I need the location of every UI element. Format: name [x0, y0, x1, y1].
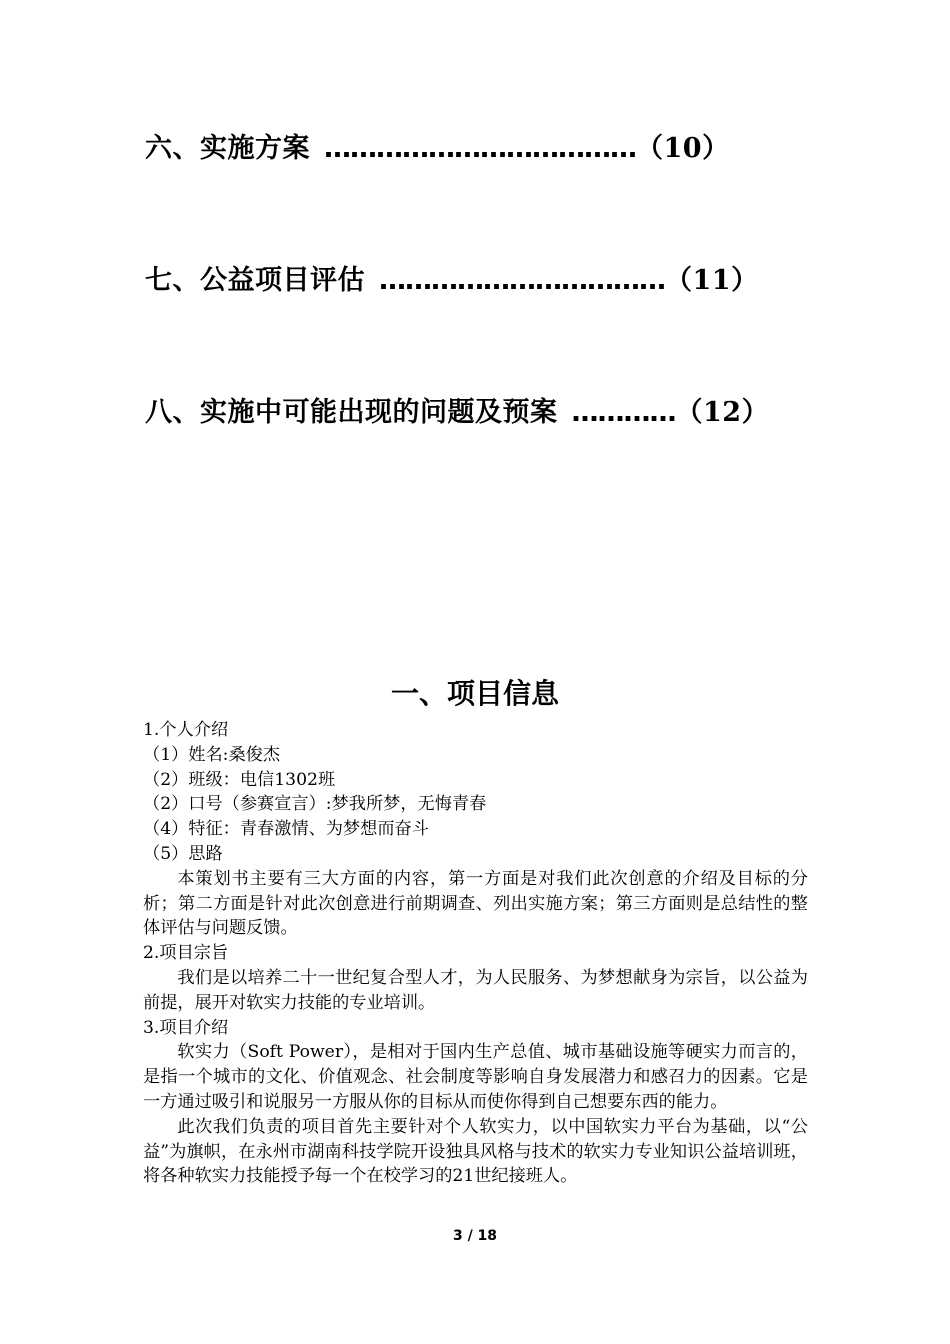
- toc-entry-page: （12）: [675, 397, 770, 428]
- toc-entry-title: 八、实施中可能出现的问题及预案: [145, 397, 558, 428]
- toc-entry-dots: ……………………………: [379, 265, 665, 296]
- subheading-personal-intro: 1.个人介绍: [143, 720, 229, 740]
- paragraph-project-purpose: 我们是以培养二十一世纪复合型人才，为人民服务、为梦想献身为宗旨，以公益为前提，展开对软实力技能的专业培训。: [143, 967, 808, 1013]
- toc-entry-title: 七、公益项目评估: [145, 265, 365, 296]
- toc-entry-6: [145, 131, 730, 167]
- paragraph-plan-overview: 本策划书主要有三大方面的内容，第一方面是对我们此次创意的介绍及目标的分析；第二方面是针对此次创意进行前期调查、列出实施方案；第三方面则是总结性的整体评估与问题反馈。: [143, 868, 808, 939]
- section-body: [143, 718, 808, 1189]
- subheading-project-purpose: 2.项目宗旨: [143, 943, 229, 964]
- page-number: 3 / 18: [452, 1228, 498, 1244]
- toc-entry-dots: ………………………………: [324, 133, 636, 164]
- toc-entry-7: [145, 263, 759, 299]
- info-traits: （4）特征：青春激情、为梦想而奋斗: [143, 819, 429, 840]
- info-name: （1）姓名:桑俊杰: [143, 744, 281, 765]
- toc-entry-dots: …………: [571, 397, 676, 428]
- info-slogan: （2）口号（参赛宣言）:梦我所梦，无悔青春: [143, 794, 487, 815]
- toc-entry-title: 六、实施方案: [145, 133, 310, 164]
- toc-entry-8: [145, 395, 769, 431]
- toc-entry-page: （10）: [636, 133, 730, 164]
- toc-entry-page: （11）: [665, 265, 759, 296]
- info-class: （2）班级：电信1302班: [143, 769, 336, 790]
- paragraph-soft-power: 软实力（Soft Power），是相对于国内生产总值、城市基础设施等硬实力而言的，是指一个城市的文化、价值观念、社会制度等影响自身发展潜力和感召力的因素。它是一方通过吸引和说服另一方服从你的目标从而使你得到自己想要东西的能力。: [143, 1042, 808, 1112]
- subheading-project-intro: 3.项目介绍: [143, 1017, 229, 1038]
- info-thinking: （5）思路: [143, 843, 223, 864]
- paragraph-project-scope: 此次我们负责的项目首先主要针对个人软实力，以中国软实力平台为基础，以“公益”为旗帜，在永州市湖南科技学院开设独具风格与技术的软实力专业知识公益培训班，将各种软实力技能授予每一个在校学习的21世纪接班人。: [143, 1116, 808, 1187]
- section-title: 一、项目信息: [390, 677, 559, 710]
